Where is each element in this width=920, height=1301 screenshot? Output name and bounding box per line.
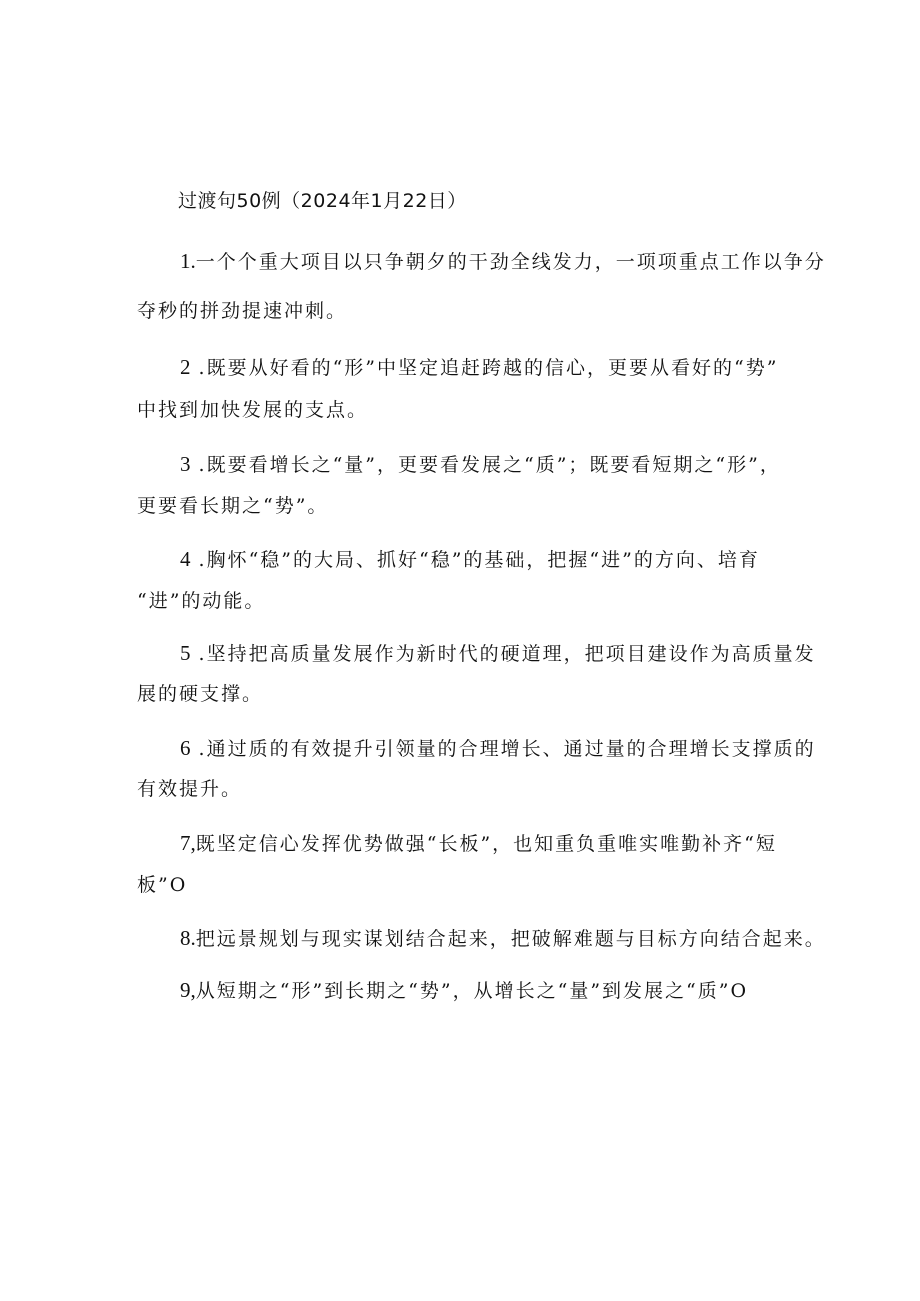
- item-6-line-2: 有效提升。: [137, 778, 243, 800]
- item-3-number: 3: [180, 452, 191, 476]
- item-7-number: 7,: [180, 831, 196, 855]
- item-3-line-2: 更要看长期之“势”。: [137, 495, 329, 517]
- document-title: 过渡句50例（2024年1月22日）: [178, 190, 467, 212]
- item-2-number: 2: [180, 355, 191, 379]
- item-8-number: 8.: [180, 926, 196, 950]
- item-2-line-2: 中找到加快发展的支点。: [137, 399, 369, 421]
- item-3-line-1: 3 .既要看增长之“量”，更要看发展之“质”；既要看短期之“形”，: [180, 452, 781, 476]
- item-6-number: 6: [180, 736, 191, 760]
- item-9-number: 9,: [180, 978, 196, 1002]
- item-9-line-1: 9,从短期之“形”到长期之“势”，从增长之“量”到发展之“质”O: [180, 978, 749, 1002]
- item-7-line-2: 板”O: [137, 874, 188, 896]
- item-5-number: 5: [180, 641, 191, 665]
- item-5-line-1: 5 .坚持把高质量发展作为新时代的硬道理，把项目建设作为高质量发: [180, 641, 816, 665]
- item-7-line-1: 7,既坚定信心发挥优势做强“长板”，也知重负重唯实唯勤补齐“短: [180, 831, 777, 855]
- item-8-line-1: 8.把远景规划与现实谋划结合起来，把破解难题与目标方向结合起来。: [180, 926, 826, 950]
- item-4-line-2: “进”的动能。: [137, 590, 266, 612]
- item-1-line-1: 1.一个个重大项目以只争朝夕的干劲全线发力，一项项重点工作以争分: [180, 249, 826, 273]
- item-2-line-1: 2 .既要从好看的“形”中坚定追赶跨越的信心，更要从看好的“势”: [180, 355, 779, 379]
- item-4-line-1: 4 .胸怀“稳”的大局、抓好“稳”的基础，把握“进”的方向、培育: [180, 547, 760, 571]
- item-1-line-2: 夺秒的拼劲提速冲刺。: [137, 300, 348, 322]
- item-5-line-2: 展的硬支撑。: [137, 683, 264, 705]
- item-4-number: 4: [180, 547, 191, 571]
- item-1-number: 1.: [180, 249, 196, 273]
- item-6-line-1: 6 .通过质的有效提升引领量的合理增长、通过量的合理增长支撑质的: [180, 736, 816, 760]
